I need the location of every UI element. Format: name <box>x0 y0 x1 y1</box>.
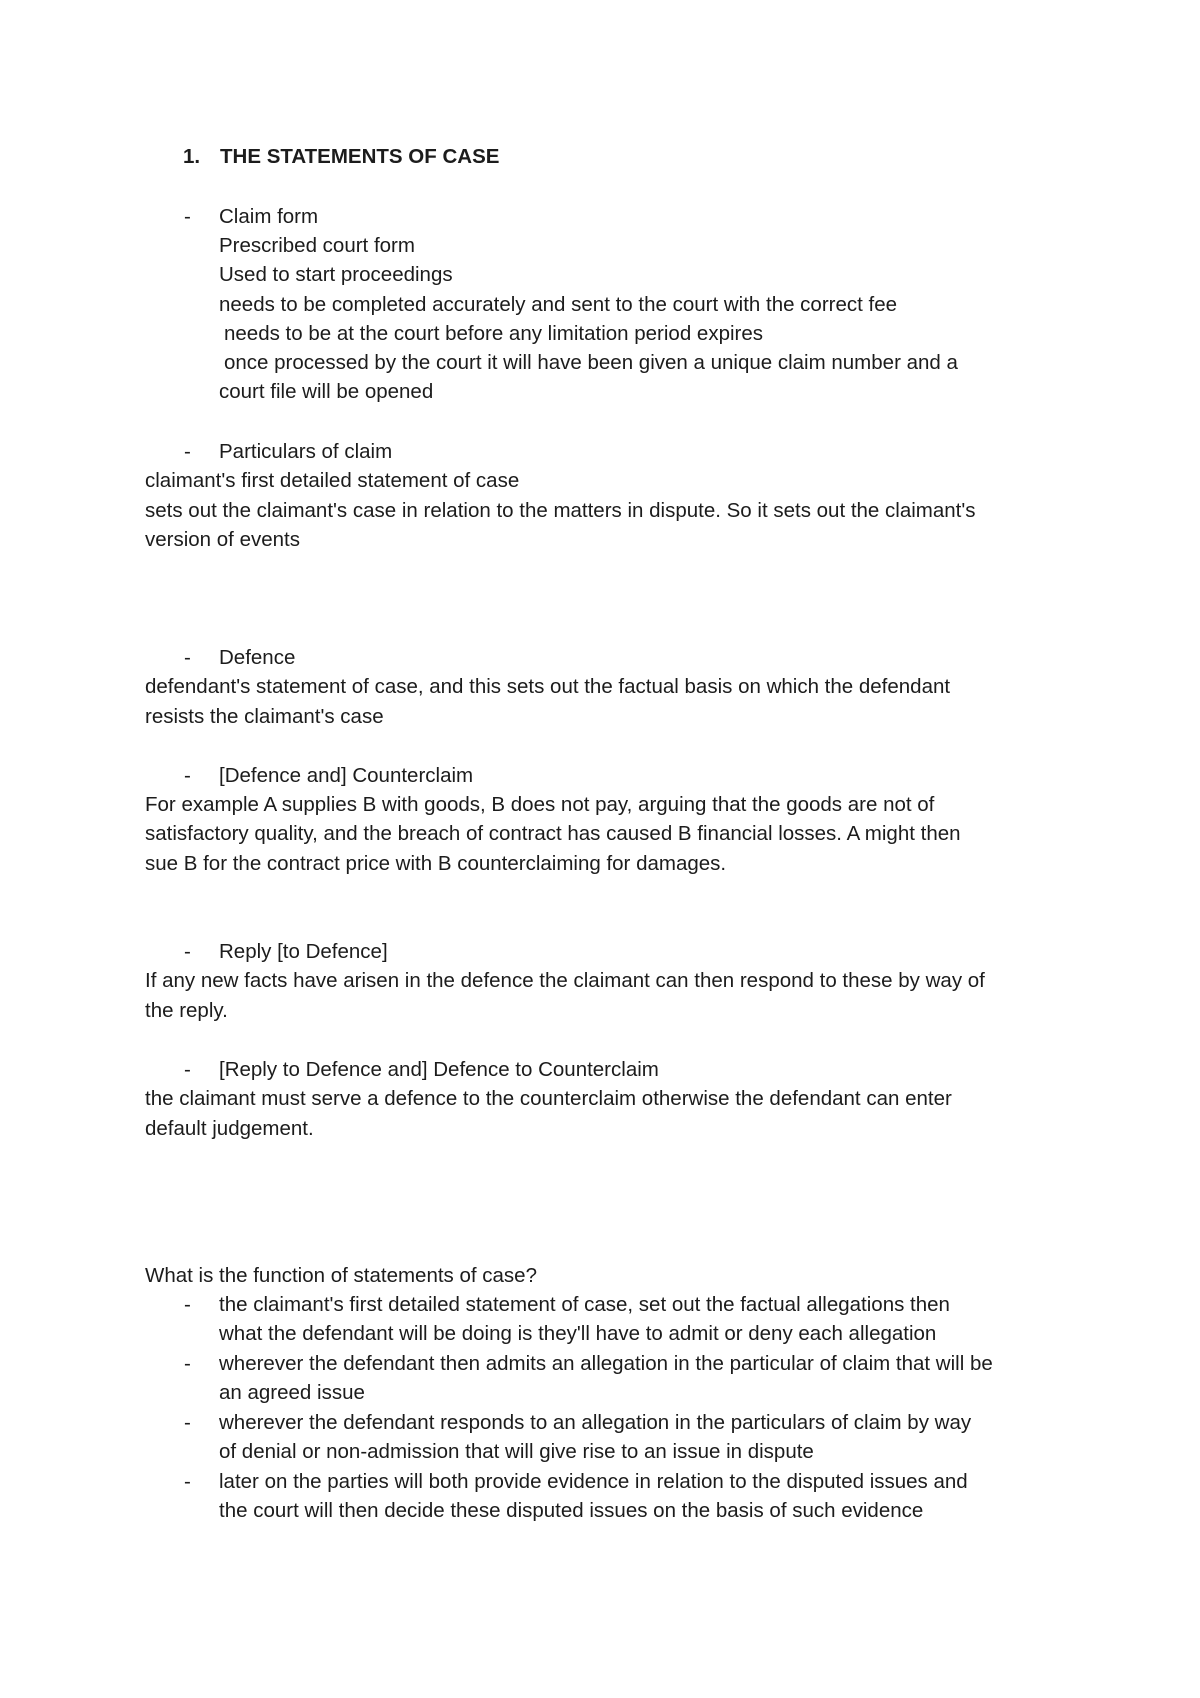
bullet-dash: - <box>184 1058 191 1081</box>
reply-defence-counterclaim-label: [Reply to Defence and] Defence to Counterclaim <box>219 1058 659 1081</box>
reply-line: the reply. <box>145 999 228 1022</box>
bullet-dash: - <box>184 1470 191 1493</box>
reply-defence-counterclaim-line: the claimant must serve a defence to the counterclaim otherwise the defendant can enter <box>145 1087 952 1110</box>
particulars-label: Particulars of claim <box>219 440 393 463</box>
particulars-line: claimant's first detailed statement of case <box>145 469 520 492</box>
claim-form-line: needs to be at the court before any limitation period expires <box>224 322 764 345</box>
bullet-dash: - <box>184 646 191 669</box>
bullet-dash: - <box>184 440 191 463</box>
function-bullet-line: later on the parties will both provide evidence in relation to the disputed issues and <box>219 1470 968 1493</box>
function-bullet-line: wherever the defendant then admits an allegation in the particular of claim that will be <box>219 1352 993 1375</box>
particulars-line: sets out the claimant's case in relation to the matters in dispute. So it sets out the claimant's <box>145 499 976 522</box>
heading-title: THE STATEMENTS OF CASE <box>220 145 500 168</box>
claim-form-label: Claim form <box>219 205 319 228</box>
reply-defence-counterclaim-line: default judgement. <box>145 1117 314 1140</box>
bullet-dash: - <box>184 205 191 228</box>
counterclaim-line: satisfactory quality, and the breach of contract has caused B financial losses. A might then <box>145 822 961 845</box>
claim-form-line: court file will be opened <box>219 380 434 403</box>
defence-label: Defence <box>219 646 296 669</box>
reply-label: Reply [to Defence] <box>219 940 388 963</box>
counterclaim-line: For example A supplies B with goods, B does not pay, arguing that the goods are not of <box>145 793 935 816</box>
bullet-dash: - <box>184 1352 191 1375</box>
claim-form-line: Prescribed court form <box>219 234 415 257</box>
counterclaim-label: [Defence and] Counterclaim <box>219 764 474 787</box>
claim-form-line: Used to start proceedings <box>219 263 453 286</box>
function-question: What is the function of statements of case? <box>145 1264 537 1287</box>
function-bullet-line: the claimant's first detailed statement of case, set out the factual allegations then <box>219 1293 950 1316</box>
function-bullet-line: the court will then decide these disputed issues on the basis of such evidence <box>219 1499 924 1522</box>
bullet-dash: - <box>184 1411 191 1434</box>
bullet-dash: - <box>184 764 191 787</box>
reply-line: If any new facts have arisen in the defence the claimant can then respond to these by way of <box>145 969 985 992</box>
defence-line: defendant's statement of case, and this sets out the factual basis on which the defendant <box>145 675 951 698</box>
defence-line: resists the claimant's case <box>145 705 384 728</box>
function-bullet-line: wherever the defendant responds to an allegation in the particulars of claim by way <box>219 1411 972 1434</box>
heading-number: 1. <box>183 145 201 168</box>
claim-form-line: needs to be completed accurately and sent to the court with the correct fee <box>219 293 898 316</box>
section-heading <box>183 145 499 169</box>
function-bullet-line: an agreed issue <box>219 1381 365 1404</box>
function-bullet-line: what the defendant will be doing is they'll have to admit or deny each allegation <box>219 1322 937 1345</box>
particulars-line: version of events <box>145 528 300 551</box>
bullet-dash: - <box>184 1293 191 1316</box>
claim-form-line: once processed by the court it will have been given a unique claim number and a <box>224 351 958 374</box>
function-bullet-line: of denial or non-admission that will give rise to an issue in dispute <box>219 1440 814 1463</box>
bullet-dash: - <box>184 940 191 963</box>
counterclaim-line: sue B for the contract price with B counterclaiming for damages. <box>145 852 727 875</box>
